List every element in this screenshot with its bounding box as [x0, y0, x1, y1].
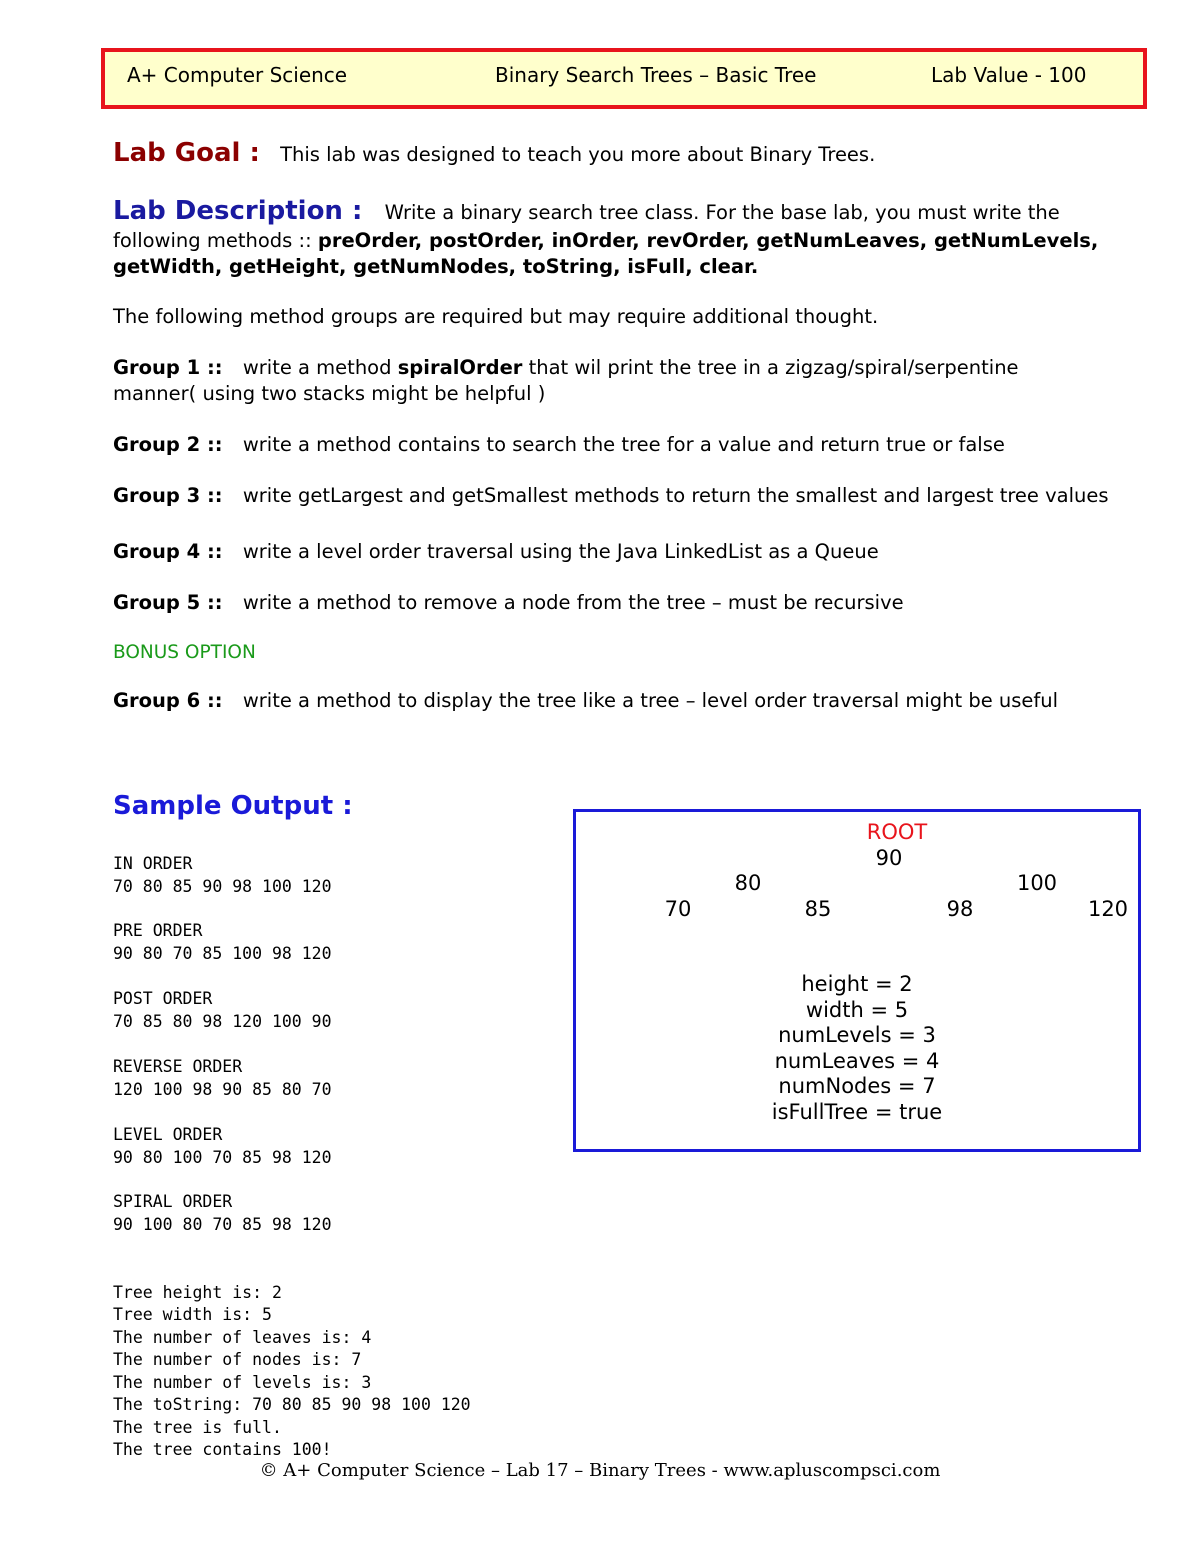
lab-goal-text: This lab was designed to teach you more about Binary Trees.: [280, 143, 876, 166]
traversal-title: LEVEL ORDER: [113, 1125, 223, 1144]
traversal-values: 120 100 98 90 85 80 70: [113, 1079, 332, 1099]
lab-goal: [113, 138, 875, 168]
summary-line: Tree width is: 5: [113, 1305, 272, 1324]
intro-text: The following method groups are required but may require additional thought.: [113, 305, 879, 328]
group-1-line2: manner( using two stacks might be helpful ): [113, 382, 546, 405]
summary-line: The number of levels is: 3: [113, 1372, 372, 1392]
traversal-post-order: [113, 988, 332, 1033]
summary-output: [113, 1259, 471, 1462]
lab-description-line1: Write a binary search tree class. For the base lab, you must write the: [384, 201, 1060, 224]
lab-goal-label: Lab Goal :: [113, 138, 260, 168]
tree-node-leaf: 120: [1087, 897, 1129, 921]
group-text: write getLargest and getSmallest methods to return the smallest and largest tree values: [242, 484, 1109, 507]
methods-list-2: getWidth, getHeight, getNumNodes, toString, isFull, clear.: [113, 255, 759, 278]
group-5: [113, 591, 904, 614]
header-banner: [101, 48, 1147, 109]
traversal-pre-order: [113, 920, 332, 965]
tree-node-leaf: 85: [804, 897, 832, 921]
traversal-values: 70 80 85 90 98 100 120: [113, 876, 332, 896]
traversal-title: PRE ORDER: [113, 921, 203, 940]
group-text: write a level order traversal using the Java LinkedList as a Queue: [242, 540, 879, 563]
stat-height: height = 2: [801, 972, 913, 996]
traversal-level-order: [113, 1124, 332, 1169]
group-2: [113, 433, 1005, 456]
group-label: Group 4 ::: [113, 540, 223, 563]
lab-description: [113, 196, 1060, 226]
group-6: [113, 689, 1058, 712]
group-text: write a method contains to search the tree for a value and return true or false: [242, 433, 1005, 456]
stat-num-levels: numLevels = 3: [778, 1023, 936, 1047]
group-text: write a method: [242, 356, 398, 379]
summary-line: The number of nodes is: 7: [113, 1350, 362, 1369]
traversal-title: SPIRAL ORDER: [113, 1192, 233, 1211]
tree-node-root: 90: [875, 846, 903, 870]
group-label: Group 3 ::: [113, 484, 223, 507]
sample-output-heading: Sample Output :: [113, 791, 353, 821]
group-label: Group 1 ::: [113, 356, 223, 379]
root-label: ROOT: [866, 820, 928, 844]
header-course: A+ Computer Science: [127, 63, 348, 87]
tree-node-left: 80: [734, 871, 762, 895]
tree-node-leaf: 70: [664, 897, 692, 921]
header-lab-title: Binary Search Trees – Basic Tree: [495, 63, 817, 87]
group-text: write a method to display the tree like a tree – level order traversal might be useful: [242, 689, 1059, 712]
stat-width: width = 5: [805, 997, 909, 1022]
traversal-values: 90 80 70 85 100 98 120: [113, 943, 332, 963]
tree-node-right: 100: [1016, 871, 1058, 895]
group-label: Group 5 ::: [113, 591, 223, 614]
traversal-values: 90 100 80 70 85 98 120: [113, 1214, 332, 1234]
summary-line: The number of leaves is: 4: [113, 1327, 372, 1347]
traversal-title: REVERSE ORDER: [113, 1057, 243, 1076]
tree-stats: [576, 972, 1138, 1125]
summary-line: Tree height is: 2: [113, 1282, 282, 1302]
tree-node-leaf: 98: [946, 897, 974, 921]
lab-description-label: Lab Description :: [113, 196, 363, 226]
group-label: Group 6 ::: [113, 689, 223, 712]
traversal-values: 70 85 80 98 120 100 90: [113, 1011, 332, 1031]
bonus-option: BONUS OPTION: [113, 642, 256, 663]
group-bold-term: spiralOrder: [397, 356, 523, 379]
group-3: [113, 484, 1109, 507]
stat-num-leaves: numLeaves = 4: [774, 1048, 940, 1073]
group-1: [113, 356, 1019, 379]
page-footer: © A+ Computer Science – Lab 17 – Binary Trees - www.apluscompsci.com: [259, 1460, 941, 1481]
traversal-values: 90 80 100 70 85 98 120: [113, 1147, 332, 1167]
traversal-title: POST ORDER: [113, 989, 213, 1008]
stat-is-full-tree: isFullTree = true: [771, 1099, 943, 1124]
summary-line: The tree is full.: [113, 1417, 282, 1437]
summary-line: The toString: 70 80 85 90 98 100 120: [113, 1395, 471, 1414]
lab-description-line2: [113, 229, 1098, 252]
lab-description-line3: [113, 255, 758, 278]
stat-num-nodes: numNodes = 7: [778, 1074, 936, 1098]
traversal-title: IN ORDER: [113, 854, 193, 873]
group-label: Group 2 ::: [113, 433, 223, 456]
methods-prefix: following methods ::: [113, 229, 318, 252]
traversal-reverse-order: [113, 1056, 332, 1101]
group-4: [113, 540, 879, 563]
traversal-spiral-order: [113, 1191, 332, 1236]
traversal-in-order: [113, 853, 332, 898]
summary-line: The tree contains 100!: [113, 1440, 332, 1459]
header-lab-value: Lab Value - 100: [931, 63, 1087, 87]
methods-list-1: preOrder, postOrder, inOrder, revOrder, getNumLeaves, getNumLevels,: [317, 229, 1099, 252]
group-text: write a method to remove a node from the tree – must be recursive: [242, 591, 904, 614]
group-text-after: that wil print the tree in a zigzag/spiral/serpentine: [522, 356, 1019, 379]
tree-diagram-box: [573, 809, 1141, 1152]
